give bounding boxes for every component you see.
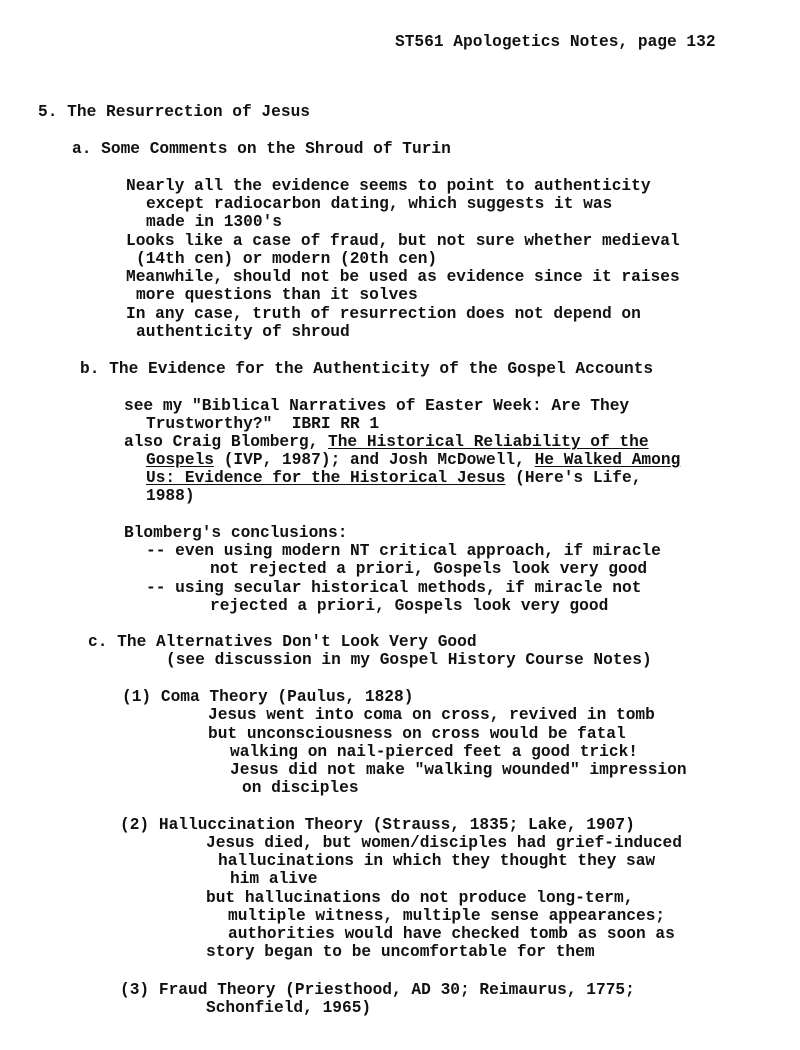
subsection-heading-a: a. Some Comments on the Shroud of Turin <box>72 140 451 158</box>
text-line: him alive <box>230 870 318 888</box>
book-title: He Walked Among <box>534 451 681 469</box>
text-span: also Craig Blomberg, <box>124 433 328 451</box>
text-span: (Here's Life, <box>505 469 642 487</box>
text-line: but unconsciousness on cross would be fatal <box>208 725 626 743</box>
theory-heading: (2) Halluccination Theory (Strauss, 1835; Lake, 1907) <box>120 816 635 834</box>
text-line: but hallucinations do not produce long-term, <box>206 889 634 907</box>
text-line: made in 1300's <box>146 213 282 231</box>
text-line: 1988) <box>146 487 195 505</box>
book-title: The Historical Reliability of the <box>328 433 649 451</box>
text-line: hallucinations in which they thought they saw <box>218 852 656 870</box>
reference-line <box>124 433 649 451</box>
reference-line <box>146 451 680 469</box>
text-line: more questions than it solves <box>136 286 418 304</box>
text-line: story began to be uncomfortable for them <box>206 943 595 961</box>
text-line: rejected a priori, Gospels look very good <box>210 597 609 615</box>
text-line: Looks like a case of fraud, but not sure whether medieval <box>126 232 680 250</box>
text-line: (see discussion in my Gospel History Course Notes) <box>166 651 652 669</box>
reference-line <box>146 469 641 487</box>
theory-heading: (3) Fraud Theory (Priesthood, AD 30; Reimaurus, 1775; <box>120 981 635 999</box>
text-line: Nearly all the evidence seems to point to authenticity <box>126 177 651 195</box>
text-line: Blomberg's conclusions: <box>124 524 348 542</box>
theory-heading: (1) Coma Theory (Paulus, 1828) <box>122 688 414 706</box>
text-line: not rejected a priori, Gospels look very good <box>210 560 648 578</box>
text-line: -- using secular historical methods, if miracle not <box>146 579 642 597</box>
page-header: ST561 Apologetics Notes, page 132 <box>395 33 716 51</box>
text-line: Jesus died, but women/disciples had grief-induced <box>206 834 682 852</box>
text-line: authorities would have checked tomb as soon as <box>228 925 675 943</box>
text-line: see my "Biblical Narratives of Easter Week: Are They <box>124 397 630 415</box>
text-line: In any case, truth of resurrection does not depend on <box>126 305 641 323</box>
text-line: Schonfield, 1965) <box>206 999 372 1017</box>
text-line: (14th cen) or modern (20th cen) <box>136 250 438 268</box>
text-line: Trustworthy?" IBRI RR 1 <box>146 415 380 433</box>
text-line: -- even using modern NT critical approach, if miracle <box>146 542 661 560</box>
text-line: Meanwhile, should not be used as evidence since it raises <box>126 268 680 286</box>
text-line: Jesus went into coma on cross, revived in tomb <box>208 706 655 724</box>
text-line: authenticity of shroud <box>136 323 350 341</box>
text-line: walking on nail-pierced feet a good trick! <box>230 743 638 761</box>
text-line: multiple witness, multiple sense appearances; <box>228 907 666 925</box>
text-line: except radiocarbon dating, which suggests it was <box>146 195 613 213</box>
book-title: Us: Evidence for the Historical Jesus <box>146 469 506 487</box>
text-line: on disciples <box>242 779 359 797</box>
subsection-heading-c: c. The Alternatives Don't Look Very Good <box>88 633 477 651</box>
book-title: Gospels <box>146 451 214 469</box>
section-heading: 5. The Resurrection of Jesus <box>38 103 310 121</box>
text-line: Jesus did not make "walking wounded" impression <box>230 761 687 779</box>
subsection-heading-b: b. The Evidence for the Authenticity of the Gospel Accounts <box>80 360 654 378</box>
text-span: (IVP, 1987); and Josh McDowell, <box>214 451 535 469</box>
